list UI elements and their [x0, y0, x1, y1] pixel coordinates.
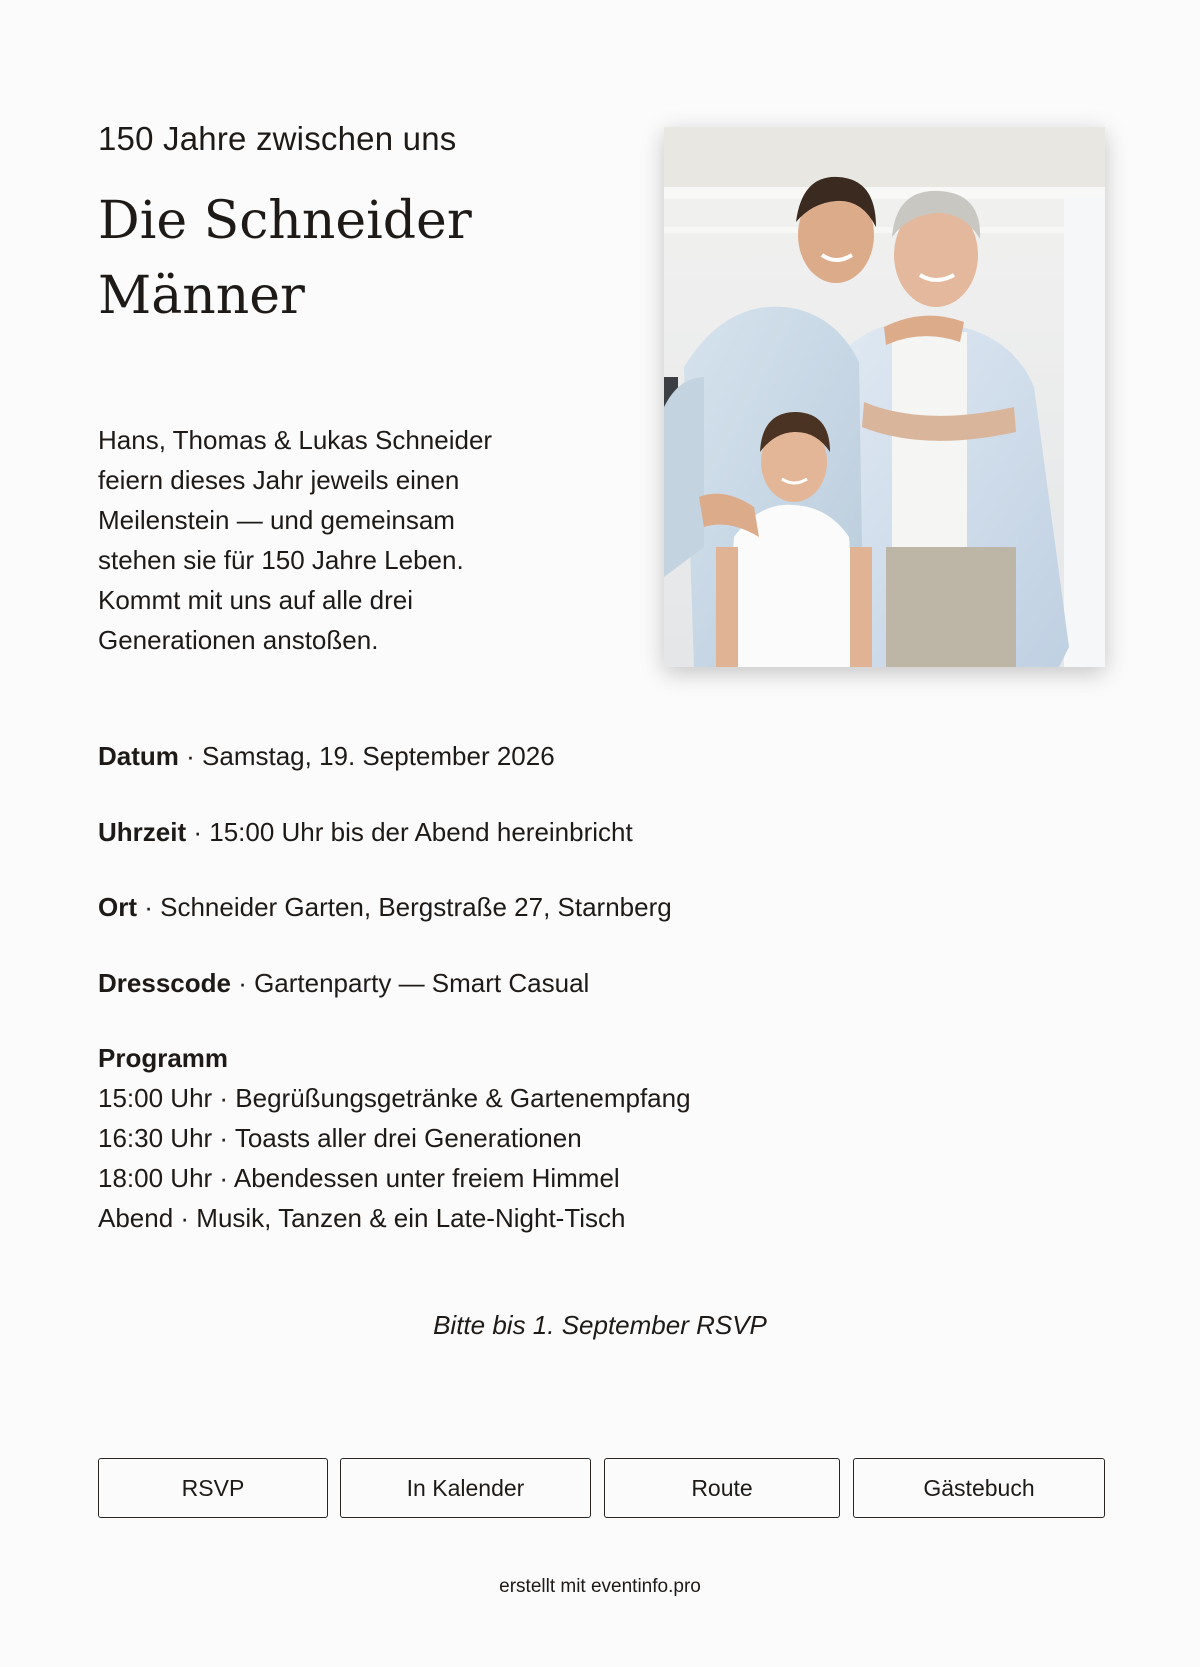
detail-dresscode-label: Dresscode [98, 967, 231, 998]
program-item: 15:00 Uhr · Begrüßungsgetränke & Gartenempfang [98, 1083, 691, 1113]
detail-time [98, 812, 1098, 852]
route-button[interactable]: Route [604, 1458, 840, 1518]
program-item: 18:00 Uhr · Abendessen unter freiem Himmel [98, 1163, 620, 1193]
intro-text [98, 420, 598, 660]
program-item: 16:30 Uhr · Toasts aller drei Generationen [98, 1123, 582, 1153]
page-title [98, 184, 578, 334]
intro-line: Hans, Thomas & Lukas Schneider [98, 425, 493, 455]
detail-time-label: Uhrzeit [98, 816, 187, 847]
add-to-calendar-button[interactable]: In Kalender [340, 1458, 591, 1518]
family-photo-illustration [664, 127, 1105, 667]
intro-line: Generationen anstoßen. [98, 625, 379, 655]
intro-line: stehen sie für 150 Jahre Leben. [98, 545, 464, 575]
detail-place [98, 887, 1098, 927]
program-heading: Programm [98, 1043, 229, 1073]
rsvp-button[interactable]: RSVP [98, 1458, 328, 1518]
family-photo [664, 127, 1105, 667]
detail-dresscode-value: · Gartenparty — Smart Casual [230, 967, 590, 998]
detail-date-value: · Samstag, 19. September 2026 [178, 741, 555, 771]
detail-date [98, 736, 1098, 776]
detail-date-label: Datum [98, 741, 179, 771]
rsvp-deadline-note: Bitte bis 1. September RSVP [433, 1310, 767, 1340]
detail-place-value: · Schneider Garten, Bergstraße 27, Starnberg [137, 892, 672, 922]
intro-line: feiern dieses Jahr jeweils einen [98, 465, 460, 495]
action-buttons [98, 1458, 1105, 1518]
kicker-text: 150 Jahre zwischen uns [98, 120, 457, 157]
detail-time-value: · 15:00 Uhr bis der Abend hereinbricht [186, 816, 633, 847]
footer-credit: erstellt mit eventinfo.pro [499, 1576, 701, 1597]
guestbook-button[interactable]: Gästebuch [853, 1458, 1105, 1518]
intro-line: Kommt mit uns auf alle drei [98, 585, 414, 615]
program-item: Abend · Musik, Tanzen & ein Late-Night-Tisch [98, 1203, 626, 1233]
detail-dresscode [98, 963, 1098, 1003]
event-details [98, 736, 1098, 1238]
title-line-1: Die Schneider [98, 191, 472, 251]
detail-place-label: Ort [98, 892, 137, 922]
title-line-2: Männer [98, 266, 305, 326]
intro-line: Meilenstein — und gemeinsam [98, 505, 455, 535]
